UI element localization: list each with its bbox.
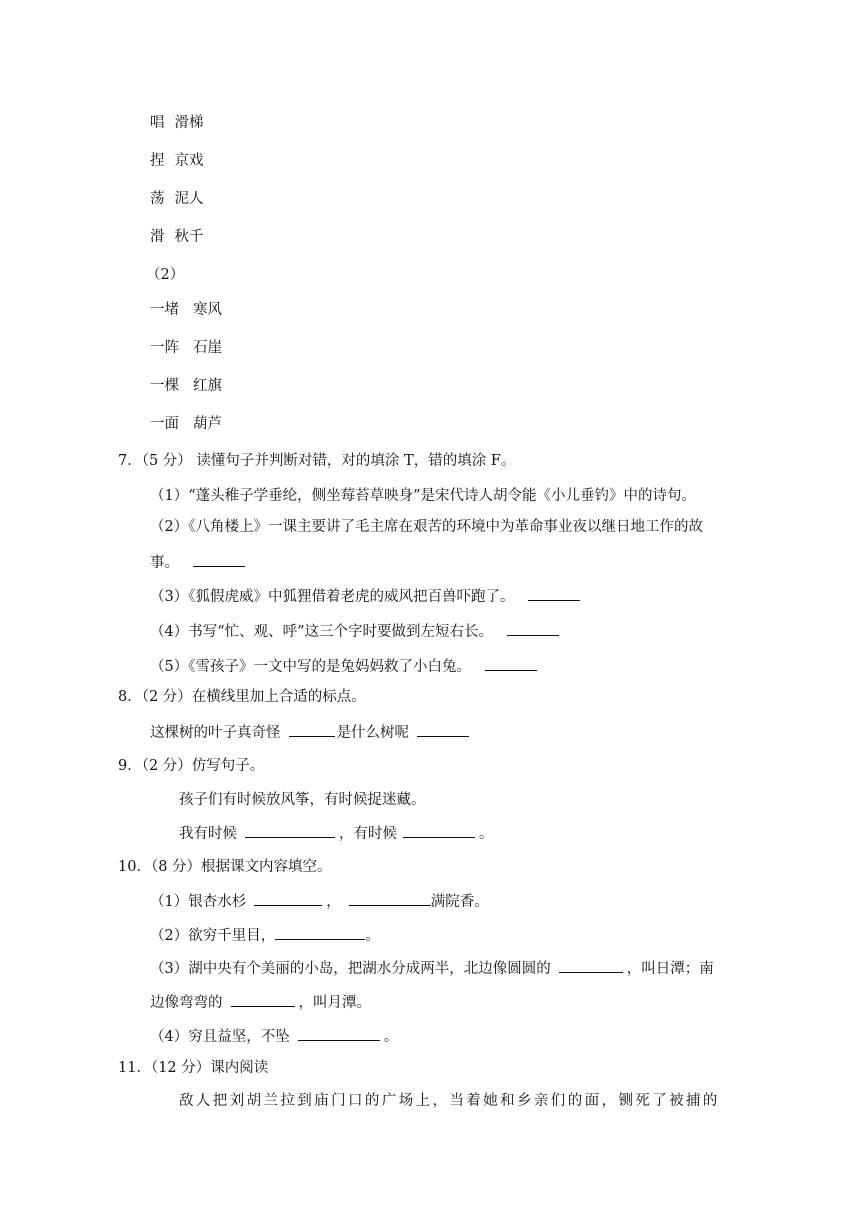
statement — [150, 585, 584, 607]
part-label: （2） — [146, 267, 185, 283]
statement-text: （4）书写“忙、观、呼”这三个字时要做到左短右长。 — [150, 624, 494, 640]
match-left: 唱 — [150, 115, 165, 131]
answer-blank[interactable] — [403, 822, 475, 838]
question-7-header: 7．（5 分） 读懂句子并判断对错，对的填涂 T，错的填涂 F。 — [118, 453, 516, 469]
statement-text: 事。 — [150, 555, 179, 571]
sentence-part: ，有时候 — [339, 826, 397, 842]
match-row — [150, 189, 204, 209]
answer-blank[interactable] — [289, 721, 335, 737]
fill-line — [150, 991, 371, 1013]
sentence-part: ， — [326, 894, 341, 910]
sentence-part: （2）欲穷千里目， — [150, 928, 276, 944]
sentence-part: 。 — [479, 826, 494, 842]
sentence-part: 这棵树的叶子真奇怪 — [150, 725, 281, 741]
answer-blank[interactable] — [528, 585, 580, 601]
answer-blank[interactable] — [507, 620, 559, 636]
fill-line — [150, 924, 380, 946]
statement — [150, 620, 563, 642]
match-right: 寒风 — [193, 302, 222, 318]
punctuation-sentence — [150, 721, 473, 743]
sentence-part: 满院香。 — [430, 894, 489, 910]
statement: （2）《八角楼上》一课主要讲了毛主席在艰苦的环境中为革命事业夜以继日地工作的故 — [150, 519, 703, 535]
question-11-header: 11．（12 分）课内阅读 — [118, 1060, 269, 1076]
match-right: 京戏 — [174, 153, 204, 169]
match-left: 捏 — [150, 153, 165, 169]
match-right: 红旗 — [193, 378, 222, 394]
sentence-part: （1）银杏水杉 — [150, 894, 247, 910]
match-row — [150, 151, 204, 171]
answer-blank[interactable] — [417, 721, 469, 737]
match-right: 葫芦 — [193, 416, 222, 432]
answer-blank[interactable] — [231, 991, 295, 1007]
match-right: 泥人 — [174, 191, 204, 207]
sentence-part: ，叫日潭；南 — [626, 961, 714, 977]
question-10-header: 10．（8 分）根据课文内容填空。 — [118, 859, 332, 875]
statement-text: （5）《雪孩子》一文中写的是兔妈妈救了小白兔。 — [150, 659, 471, 675]
match-row — [150, 300, 222, 320]
match-row — [150, 376, 222, 396]
match-row — [150, 227, 204, 247]
answer-blank[interactable] — [559, 957, 623, 973]
answer-blank[interactable] — [349, 890, 431, 906]
match-left: 一堵 — [150, 302, 179, 318]
answer-blank[interactable] — [245, 822, 335, 838]
statement-text: （3）《狐假虎威》中狐狸借着老虎的威风把百兽吓跑了。 — [150, 589, 515, 605]
answer-blank[interactable] — [275, 924, 365, 940]
sentence-part: 。 — [383, 1029, 399, 1045]
sentence-part: ，叫月潭。 — [298, 995, 371, 1011]
fill-line — [150, 890, 489, 912]
match-left: 一阵 — [150, 340, 179, 356]
answer-blank[interactable] — [485, 655, 537, 671]
fill-line — [150, 1025, 398, 1047]
answer-blank[interactable] — [254, 890, 322, 906]
answer-blank[interactable] — [298, 1025, 380, 1041]
sentence-part: 。 — [365, 928, 380, 944]
sentence-part: （3）湖中央有个美丽的小岛，把湖水分成两半，北边像圆圆的 — [150, 961, 551, 977]
question-8-header: 8．（2 分）在横线里加上合适的标点。 — [118, 689, 366, 705]
sentence-part: （4）穷且益坚，不坠 — [150, 1029, 290, 1045]
sentence-part: 是什么树呢 — [336, 725, 409, 741]
answer-blank[interactable] — [193, 551, 245, 567]
example-sentence: 孩子们有时候放风筝，有时候捉迷藏。 — [179, 792, 426, 808]
fill-line — [150, 957, 714, 979]
match-row — [150, 414, 222, 434]
sentence-part: 边像弯弯的 — [150, 995, 223, 1011]
match-row — [150, 338, 222, 358]
statement — [150, 655, 541, 677]
reading-passage: 敌人把刘胡兰拉到庙门口的广场上，当着她和乡亲们的面，铡死了被捕的 — [179, 1093, 720, 1109]
match-left: 一面 — [150, 416, 179, 432]
match-left: 一棵 — [150, 378, 179, 394]
match-left: 滑 — [150, 229, 165, 245]
match-right: 滑梯 — [174, 115, 204, 131]
imitation-sentence — [179, 822, 494, 844]
statement: （1）“蓬头稚子学垂纶，侧坐莓苔草映身”是宋代诗人胡令能《小儿垂钓》中的诗句。 — [150, 488, 697, 504]
match-right: 秋千 — [174, 229, 204, 245]
match-row — [150, 113, 204, 133]
question-9-header: 9．（2 分）仿写句子。 — [118, 758, 265, 774]
match-right: 石崖 — [193, 340, 222, 356]
sentence-part: 我有时候 — [179, 826, 237, 842]
statement — [150, 551, 249, 573]
match-left: 荡 — [150, 191, 165, 207]
